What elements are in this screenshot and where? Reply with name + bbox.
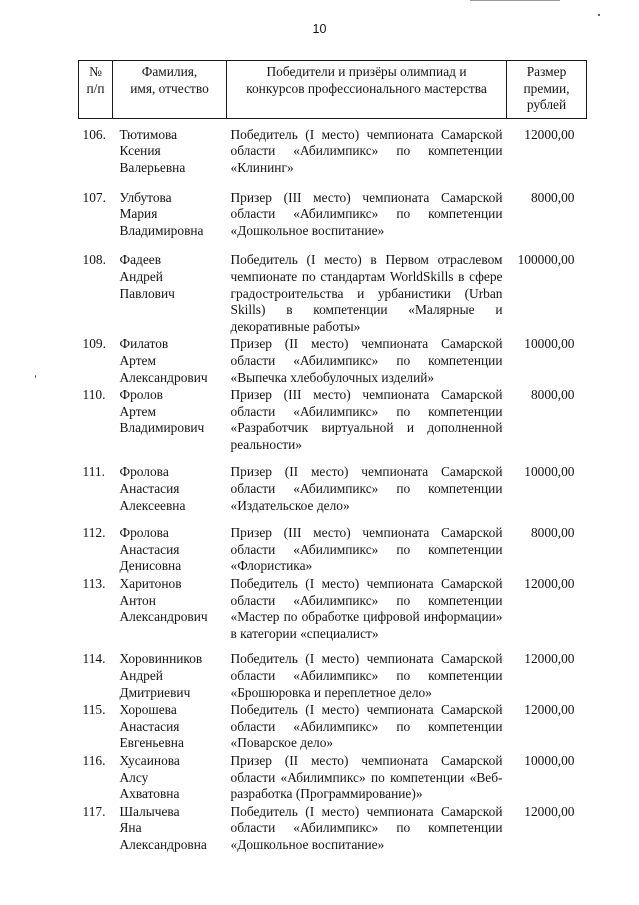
- person-name: [113, 335, 227, 386]
- header-text: п/п: [86, 80, 105, 96]
- page-number: 10: [312, 22, 327, 36]
- scan-edge-line: [470, 0, 560, 1]
- header-number: [79, 61, 113, 119]
- achievement-text: Победитель (I место) чемпионата Самарской области «Абилимпикс» по компетенции «Мастер по обработке цифровой информации» в категории «специалист»: [230, 576, 503, 641]
- name-surname: Фадеев: [119, 252, 162, 268]
- name-given: Ксения: [119, 143, 161, 159]
- achievement-text: Победитель (I место) чемпионата Самарской области «Абилимпикс» по компетенции «Клининг»: [230, 126, 503, 175]
- name-surname: Фролова: [119, 525, 169, 541]
- table-row: [79, 514, 587, 575]
- table-row: [79, 575, 587, 642]
- row-number: 110.: [82, 387, 106, 403]
- name-surname: Шалычева: [119, 803, 180, 819]
- name-patronymic: Владимировна: [119, 222, 204, 238]
- name-given: Антон: [119, 592, 156, 608]
- row-number: 115.: [82, 702, 106, 718]
- prize-amount: 10000,00: [524, 336, 575, 352]
- person-name: [113, 118, 227, 176]
- table-row: [79, 803, 587, 854]
- row-number: 113.: [82, 576, 106, 592]
- prize-amount: 12000,00: [524, 576, 575, 592]
- prize-amount: 100000,00: [517, 252, 575, 268]
- header-text: имя, отчество: [130, 80, 209, 96]
- name-given: Анастасия: [119, 718, 180, 734]
- header-name: [113, 61, 227, 119]
- name-surname: Фролов: [119, 387, 163, 403]
- header-text: рублей: [526, 97, 567, 113]
- name-surname: Фролова: [119, 464, 169, 480]
- person-name: [113, 239, 227, 335]
- name-surname: Хорошева: [119, 702, 177, 718]
- name-patronymic: Александровна: [119, 836, 207, 852]
- awards-table: [78, 60, 587, 854]
- prize-amount: 10000,00: [524, 464, 575, 480]
- name-patronymic: Денисовна: [119, 558, 182, 574]
- header-text: Победители и призёры олимпиад и: [266, 64, 467, 79]
- person-name: [113, 701, 227, 752]
- name-patronymic: Ахватовна: [119, 786, 180, 802]
- prize-amount: 12000,00: [524, 803, 575, 819]
- name-given: Алсу: [119, 769, 149, 785]
- prize-amount: 12000,00: [524, 702, 575, 718]
- row-number: 117.: [82, 803, 106, 819]
- header-text: №: [89, 64, 102, 79]
- name-given: Мария: [119, 206, 158, 222]
- name-patronymic: Валерьевна: [119, 159, 186, 175]
- row-number: 116.: [82, 752, 106, 768]
- name-given: Артем: [119, 352, 156, 368]
- header-text: конкурсов профессионального мастерства: [246, 80, 487, 96]
- achievement-text: Победитель (I место) в Первом отраслевом чемпионате по стандартам WorldSkills в сфере градостроительства и урбанистики (Urban Skills) в компетенции «Малярные и декоративные работы»: [230, 252, 503, 334]
- name-given: Анастасия: [119, 481, 180, 497]
- name-surname: Хоровинников: [119, 651, 203, 667]
- prize-amount: 12000,00: [524, 651, 575, 667]
- table-row: [79, 239, 587, 335]
- prize-amount: 8000,00: [530, 525, 575, 541]
- table-row: [79, 177, 587, 240]
- name-patronymic: Дмитриевич: [119, 684, 191, 700]
- header-achievement: [227, 61, 507, 119]
- header-text: премии,: [523, 80, 570, 96]
- row-number: 106.: [82, 126, 106, 142]
- person-name: [113, 575, 227, 642]
- achievement-text: Призер (II место) чемпионата Самарской области «Абилимпикс» по компетенции «Издательское дело»: [230, 464, 503, 513]
- person-name: [113, 803, 227, 854]
- achievement-text: Призер (II место) чемпионата Самарской области «Абилимпикс» по компетенции «Веб-разработка (Программирование)»: [230, 752, 503, 802]
- prize-amount: 12000,00: [524, 126, 575, 142]
- header-text: Фамилия,: [141, 64, 198, 79]
- achievement-text: Призер (III место) чемпионата Самарской области «Абилимпикс» по компетенции «Дошкольное воспитание»: [230, 189, 503, 238]
- table-row: [79, 701, 587, 752]
- name-patronymic: Александрович: [119, 609, 208, 625]
- scan-speck: [35, 375, 36, 378]
- prize-amount: 8000,00: [530, 387, 575, 403]
- achievement-text: Призер (II место) чемпионата Самарской области «Абилимпикс» по компетенции «Выпечка хлебобулочных изделий»: [230, 336, 503, 385]
- name-surname: Хусаинова: [119, 752, 180, 768]
- name-surname: Тютимова: [119, 126, 178, 142]
- name-surname: Филатов: [119, 336, 169, 352]
- table-row: [79, 386, 587, 453]
- name-surname: Улбутова: [119, 189, 172, 205]
- row-number: 114.: [82, 651, 106, 667]
- prize-amount: 8000,00: [530, 189, 575, 205]
- prize-amount: 10000,00: [524, 752, 575, 768]
- achievement-text: Призер (III место) чемпионата Самарской области «Абилимпикс» по компетенции «Разработчик виртуальной и дополненной реальности»: [230, 387, 503, 452]
- header-prize: [507, 61, 587, 119]
- table-header-row: [79, 61, 587, 119]
- name-given: Яна: [119, 820, 142, 836]
- name-given: Артем: [119, 403, 156, 419]
- name-given: Андрей: [119, 268, 163, 284]
- table-row: [79, 335, 587, 386]
- name-given: Анастасия: [119, 541, 180, 557]
- name-patronymic: Владимирович: [119, 420, 205, 436]
- row-number: 107.: [82, 189, 106, 205]
- row-number: 112.: [82, 525, 106, 541]
- person-name: [113, 177, 227, 240]
- name-given: Андрей: [119, 668, 163, 683]
- achievement-text: Победитель (I место) чемпионата Самарской области «Абилимпикс» по компетенции «Брошюровка и переплетное дело»: [230, 651, 503, 700]
- table-row: [79, 118, 587, 176]
- header-text: Размер: [526, 64, 567, 79]
- name-patronymic: Алексеевна: [119, 497, 186, 513]
- table-row: [79, 642, 587, 701]
- table-row: [79, 752, 587, 803]
- person-name: [113, 752, 227, 803]
- achievement-text: Победитель (I место) чемпионата Самарской области «Абилимпикс» по компетенции «Поварское дело»: [230, 702, 503, 751]
- person-name: [113, 642, 227, 701]
- row-number: 109.: [82, 336, 106, 352]
- person-name: [113, 453, 227, 514]
- row-number: 108.: [82, 252, 106, 268]
- person-name: [113, 514, 227, 575]
- row-number: 111.: [82, 464, 105, 480]
- scan-speck: [598, 14, 600, 16]
- person-name: [113, 386, 227, 453]
- name-patronymic: Александрович: [119, 369, 208, 385]
- achievement-text: Победитель (I место) чемпионата Самарской области «Абилимпикс» по компетенции «Дошкольное воспитание»: [230, 803, 503, 852]
- name-patronymic: Павлович: [119, 285, 175, 301]
- name-patronymic: Евгеньевна: [119, 735, 184, 751]
- achievement-text: Призер (III место) чемпионата Самарской области «Абилимпикс» по компетенции «Флористика»: [230, 525, 503, 574]
- name-surname: Харитонов: [119, 576, 182, 592]
- table-row: [79, 453, 587, 514]
